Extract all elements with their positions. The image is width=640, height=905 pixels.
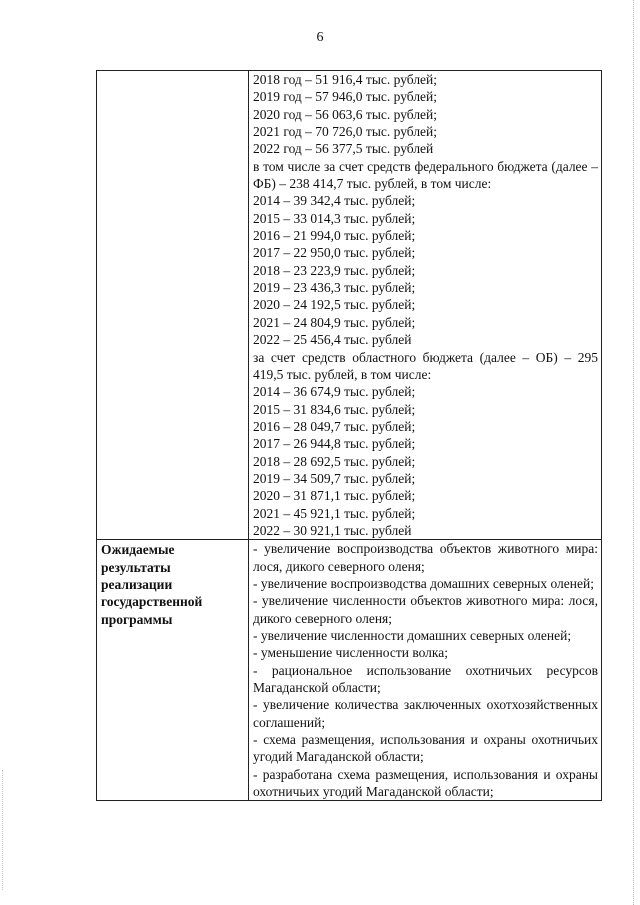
regional-year-line: 2018 – 28 692,5 тыс. рублей;: [253, 453, 416, 469]
regional-year-line: 2022 – 30 921,1 тыс. рублей: [253, 522, 412, 538]
regional-year-line: 2014 – 36 674,9 тыс. рублей;: [253, 384, 416, 400]
federal-year-line: 2021 – 24 804,9 тыс. рублей;: [253, 314, 416, 330]
result-item: - уменьшение численности волка;: [253, 645, 449, 661]
expected-results-label-line: государственной: [101, 594, 203, 610]
federal-year-line: 2022 – 25 456,4 тыс. рублей: [253, 332, 412, 348]
regional-year-line: 2020 – 31 871,1 тыс. рублей;: [253, 488, 416, 504]
financing-total-line: 2020 год – 56 063,6 тыс. рублей;: [253, 106, 438, 122]
result-item: - разработана схема размещения, использования и охраны охотничьих угодий Магаданской области;: [253, 766, 598, 800]
expected-results-row: [97, 540, 602, 801]
program-passport-table: [96, 70, 602, 801]
result-item: - схема размещения, использования и охраны охотничьих угодий Магаданской области;: [253, 732, 598, 765]
financing-total-line: 2019 год – 57 946,0 тыс. рублей;: [253, 89, 438, 105]
federal-year-line: 2015 – 33 014,3 тыс. рублей;: [253, 210, 416, 226]
financing-total-line: 2021 год – 70 726,0 тыс. рублей;: [253, 124, 438, 140]
financing-total-line: 2022 год – 56 377,5 тыс. рублей: [253, 141, 434, 157]
result-item: - увеличение численности объектов животного мира: лося, дикого северного оленя;: [253, 593, 598, 626]
scan-edge-left: [2, 770, 4, 890]
regional-year-line: 2021 – 45 921,1 тыс. рублей;: [253, 505, 416, 521]
expected-results-label-cell: [97, 540, 249, 801]
federal-year-line: 2020 – 24 192,5 тыс. рублей;: [253, 297, 416, 313]
expected-results-label-line: программы: [101, 611, 173, 627]
federal-budget-intro: в том числе за счет средств федерального бюджета (далее – ФБ) – 238 414,7 тыс. рублей, в том числе:: [253, 158, 598, 192]
financing-row: [97, 71, 602, 540]
result-item: - увеличение воспроизводства объектов животного мира: лося, дикого северного оленя;: [253, 541, 598, 574]
regional-year-line: 2017 – 26 944,8 тыс. рублей;: [253, 436, 416, 452]
result-item: - увеличение количества заключенных охотхозяйственных соглашений;: [253, 697, 598, 730]
federal-year-line: 2016 – 21 994,0 тыс. рублей;: [253, 228, 416, 244]
federal-year-line: 2018 – 23 223,9 тыс. рублей;: [253, 262, 416, 278]
expected-results-label-line: результаты: [101, 559, 171, 575]
regional-budget-intro: за счет средств областного бюджета (далее – ОБ) – 295 419,5 тыс. рублей, в том числе:: [253, 349, 598, 382]
financing-content-cell: [249, 71, 602, 540]
result-item: - рациональное использование охотничьих ресурсов Магаданской области;: [253, 662, 598, 696]
financing-label-cell: [97, 71, 249, 540]
financing-total-line: 2018 год – 51 916,4 тыс. рублей;: [253, 72, 438, 87]
regional-year-line: 2016 – 28 049,7 тыс. рублей;: [253, 418, 416, 434]
expected-results-label-line: Ожидаемые: [101, 542, 175, 558]
expected-results-label-line: реализации: [101, 576, 173, 592]
federal-year-line: 2014 – 39 342,4 тыс. рублей;: [253, 193, 416, 209]
expected-results-content-cell: [249, 540, 602, 801]
result-item: - увеличение численности домашних северных оленей;: [253, 628, 572, 643]
regional-year-line: 2019 – 34 509,7 тыс. рублей;: [253, 470, 416, 486]
page-number: 6: [316, 30, 324, 45]
federal-year-line: 2017 – 22 950,0 тыс. рублей;: [253, 245, 416, 261]
result-item: - увеличение воспроизводства домашних северных оленей;: [253, 575, 594, 591]
regional-year-line: 2015 – 31 834,6 тыс. рублей;: [253, 401, 416, 417]
scan-edge-right: [632, 0, 634, 905]
federal-year-line: 2019 – 23 436,3 тыс. рублей;: [253, 280, 416, 296]
